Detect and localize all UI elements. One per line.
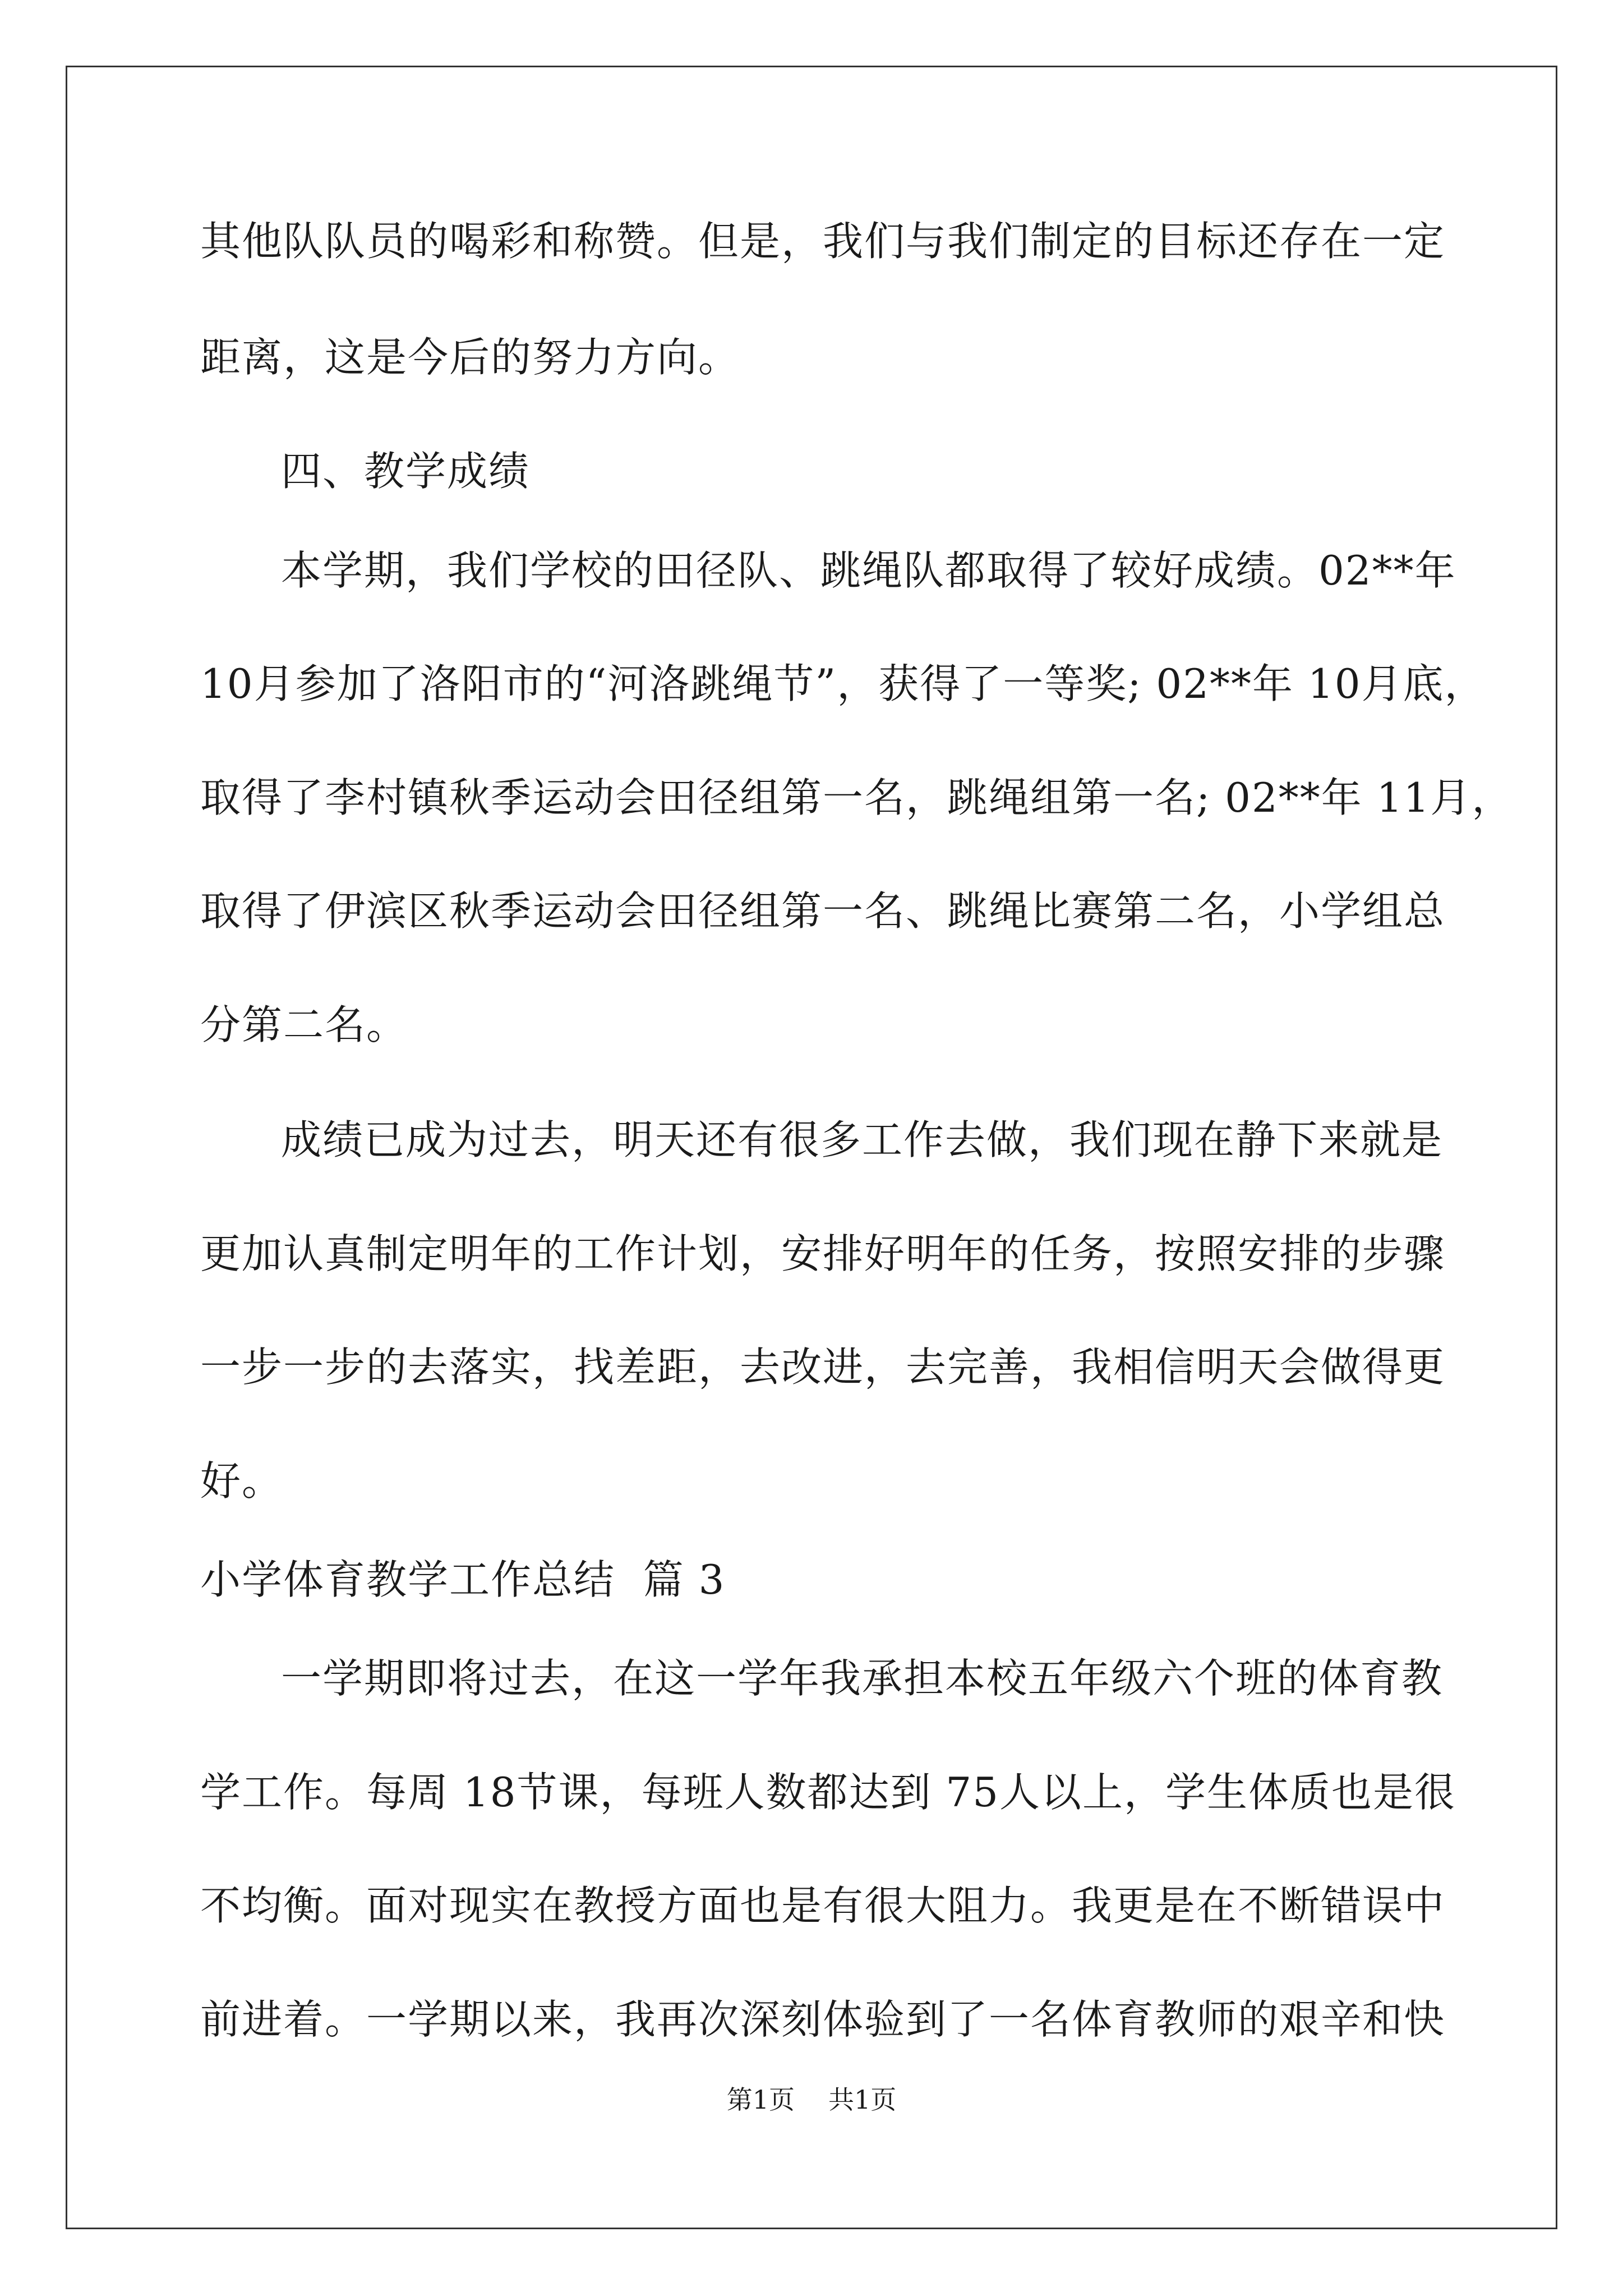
paragraph-line: 其他队队员的喝彩和称赞。但是，我们与我们制定的目标还存在一定: [200, 218, 1446, 265]
paragraph-line: 更加认真制定明年的工作计划，安排好明年的任务，按照安排的步骤: [200, 1230, 1446, 1277]
paragraph-line: 成绩已成为过去，明天还有很多工作去做，我们现在静下来就是: [281, 1116, 1444, 1163]
paragraph-line: 前进着。一学期以来，我再次深刻体验到了一名体育教师的艰辛和快: [200, 1996, 1446, 2043]
paragraph-line: 一学期即将过去，在这一学年我承担本校五年级六个班的体育教: [281, 1655, 1444, 1702]
paragraph-line: 分第二名。: [200, 1001, 408, 1048]
paragraph-line: 不均衡。面对现实在教授方面也是有很大阻力。我更是在不断错误中: [200, 1882, 1446, 1929]
paragraph-line: 距离，这是今后的努力方向。: [200, 334, 740, 381]
page-footer: [0, 2083, 1623, 2116]
paragraph-line: 取得了李村镇秋季运动会田径组第一名，跳绳组第一名; 02**年 11月，: [200, 774, 1514, 821]
paragraph-line: 一步一步的去落实，找差距，去改进，去完善，我相信明天会做得更: [200, 1343, 1446, 1391]
paragraph-line: 本学期，我们学校的田径队、跳绳队都取得了较好成绩。02**年: [281, 547, 1456, 594]
page-total: 共1页: [828, 2085, 897, 2115]
paragraph-line: 好。: [200, 1457, 284, 1504]
page-number: 第1页: [726, 2085, 795, 2115]
section-heading: 四、教学成绩: [281, 448, 531, 495]
section-title: 小学体育教学工作总结 篇 3: [200, 1556, 726, 1603]
paragraph-line: 取得了伊滨区秋季运动会田径组第一名、跳绳比赛第二名，小学组总: [200, 887, 1446, 935]
paragraph-line: 10月参加了洛阳市的“河洛跳绳节”，获得了一等奖; 02**年 10月底，: [200, 660, 1486, 707]
paragraph-line: 学工作。每周 18节课，每班人数都达到 75人以上，学生体质也是很: [200, 1769, 1456, 1816]
